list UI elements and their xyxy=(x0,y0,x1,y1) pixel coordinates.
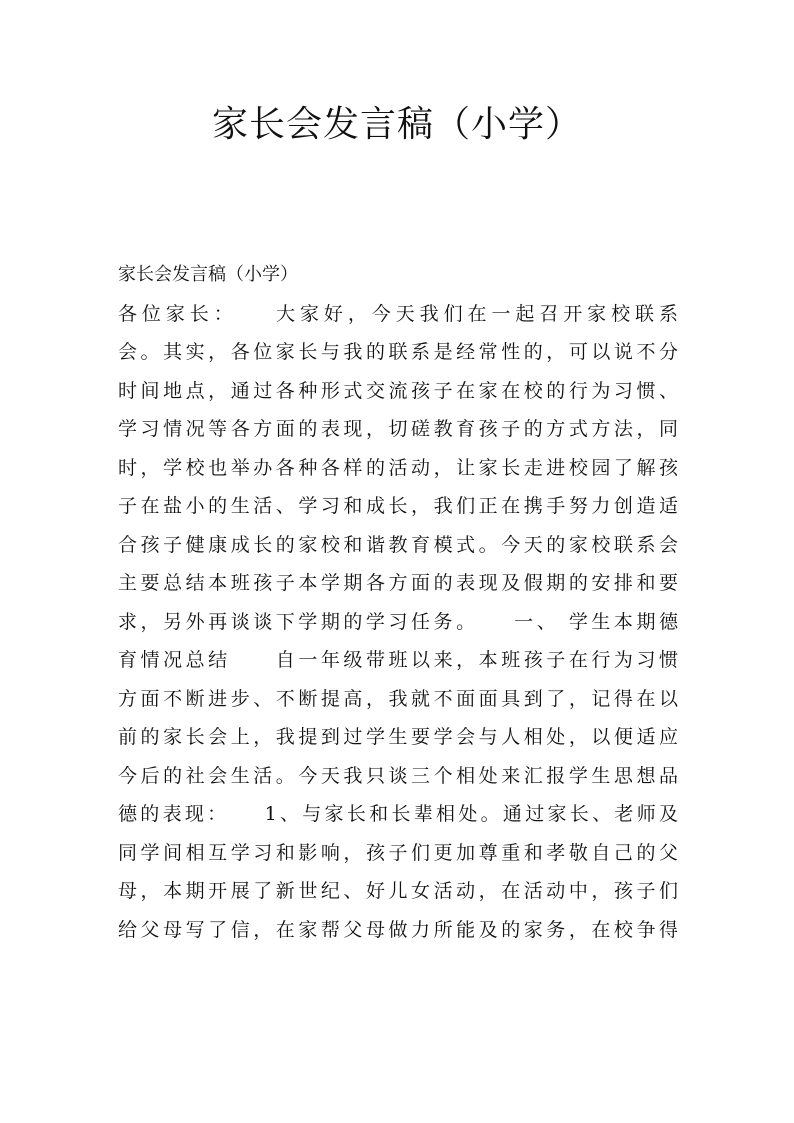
body-line: 合孩子健康成长的家校和谐教育模式。今天的家校联系会 xyxy=(118,533,678,556)
body-line: 前的家长会上，我提到过学生要学会与人相处，以便适应 xyxy=(118,726,678,748)
body-line: 方面不断进步、不断提高，我就不面面具到了，记得在以 xyxy=(118,687,678,710)
body-line: 求，另外再谈谈下学期的学习任务。 一、 学生本期德 xyxy=(118,610,678,633)
body-line: 给父母写了信，在家帮父母做力所能及的家务，在校争得 xyxy=(118,918,678,941)
body-line: 母，本期开展了新世纪、好儿女活动，在活动中，孩子们 xyxy=(118,880,678,902)
body-line: 主要总结本班孩子本学期各方面的表现及假期的安排和要 xyxy=(118,572,678,594)
body-line: 今后的社会生活。今天我只谈三个相处来汇报学生思想品 xyxy=(118,764,678,787)
document-body xyxy=(118,256,678,949)
body-line: 时，学校也举办各种各样的活动，让家长走进校园了解孩 xyxy=(118,456,678,479)
body-line: 育情况总结 自一年级带班以来，本班孩子在行为习惯 xyxy=(118,649,678,671)
body-line: 同学间相互学习和影响，孩子们更加尊重和孝敬自己的父 xyxy=(118,841,678,864)
document-title: 家长会发言稿（小学） xyxy=(211,104,582,145)
body-line: 各位家长： 大家好，今天我们在一起召开家校联系 xyxy=(118,302,678,325)
body-line: 家长会发言稿（小学） xyxy=(118,264,298,285)
body-line: 学习情况等各方面的表现，切磋教育孩子的方式方法，同 xyxy=(118,418,678,440)
body-line: 子在盐小的生活、学习和成长，我们正在携手努力创造适 xyxy=(118,495,678,517)
body-line: 时间地点，通过各种形式交流孩子在家在校的行为习惯、 xyxy=(118,379,678,402)
body-line: 德的表现： 1、与家长和长辈相处。通过家长、老师及 xyxy=(118,803,678,825)
body-line: 会。其实，各位家长与我的联系是经常性的，可以说不分 xyxy=(118,341,678,363)
